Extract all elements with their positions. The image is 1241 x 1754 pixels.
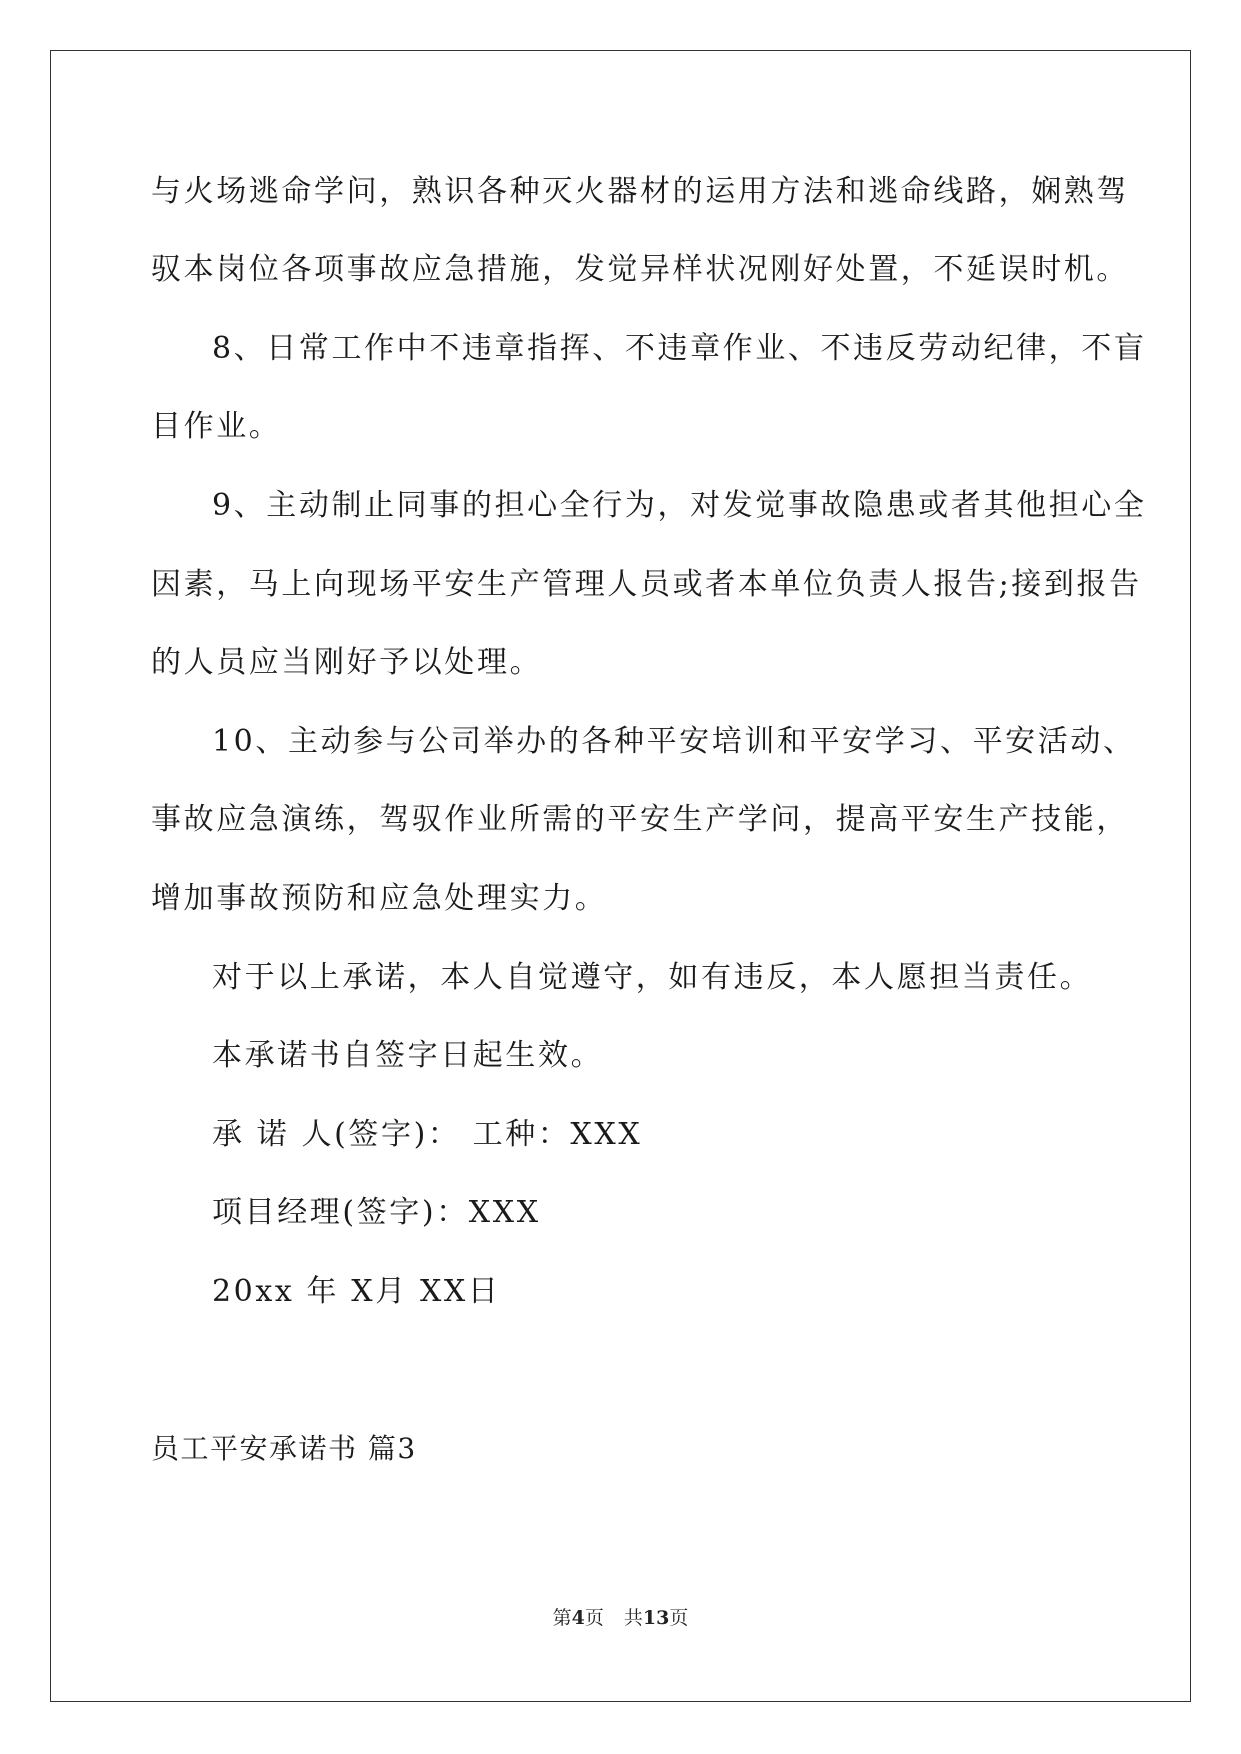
body-line-11: 对于以上承诺，本人自觉遵守，如有违反，本人愿担当责任。 — [212, 960, 1093, 995]
footer-total-pages: 13 — [642, 1607, 670, 1629]
body-line-7: 的人员应当刚好予以处理。 — [151, 645, 543, 680]
footer-prefix: 第 — [552, 1607, 572, 1629]
footer-total-prefix: 共 — [623, 1607, 643, 1629]
body-line-4: 目作业。 — [151, 409, 282, 444]
body-line-8: 10、主动参与公司举办的各种平安培训和平安学习、平安活动、 — [212, 724, 1136, 759]
footer-total-unit: 页 — [669, 1607, 689, 1629]
section-heading: 员工平安承诺书 篇3 — [151, 1432, 417, 1465]
signature-line-promisor: 承 诺 人(签字)： 工种：XXX — [212, 1117, 643, 1152]
body-line-10: 增加事故预防和应急处理实力。 — [151, 881, 608, 916]
body-line-12: 本承诺书自签字日起生效。 — [212, 1038, 604, 1073]
footer-current-page: 4 — [571, 1607, 585, 1629]
body-line-9: 事故应急演练，驾驭作业所需的平安生产学问，提高平安生产技能， — [151, 802, 1129, 837]
footer-page-unit: 页 — [584, 1607, 604, 1629]
date-line: 20xx 年 X月 XX日 — [212, 1274, 501, 1309]
body-line-1: 与火场逃命学问，熟识各种灭火器材的运用方法和逃命线路，娴熟驾 — [151, 174, 1129, 209]
body-line-3: 8、日常工作中不违章指挥、不违章作业、不违反劳动纪律，不盲 — [212, 331, 1147, 366]
body-line-6: 因素，马上向现场平安生产管理人员或者本单位负责人报告;接到报告 — [151, 567, 1142, 602]
body-line-2: 驭本岗位各项事故应急措施，发觉异样状况刚好处置，不延误时机。 — [151, 252, 1129, 287]
page-footer — [0, 1606, 1241, 1630]
signature-line-manager: 项目经理(签字)：XXX — [212, 1195, 541, 1230]
body-line-5: 9、主动制止同事的担心全行为，对发觉事故隐患或者其他担心全 — [212, 488, 1147, 523]
